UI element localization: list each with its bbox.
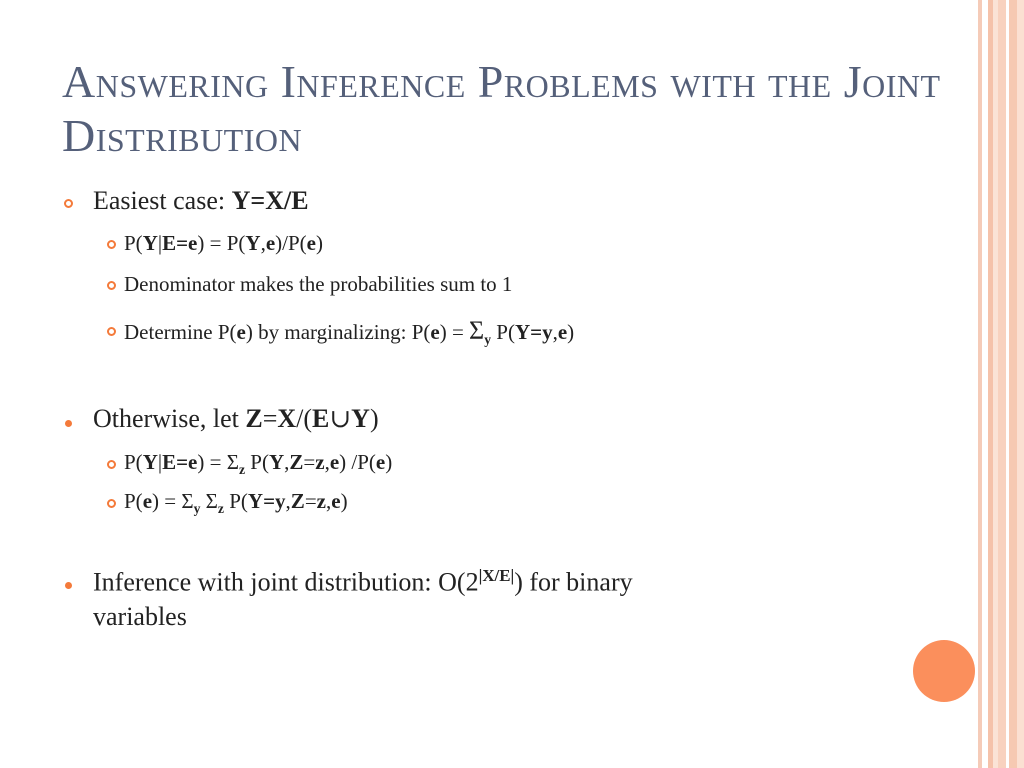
- sub-bullet-marker-icon: [107, 499, 116, 508]
- decorative-stripes: [978, 0, 1024, 768]
- bullet-marker-icon: [65, 420, 72, 427]
- bullet-inference-joint-cont: variables: [93, 602, 187, 631]
- bullet-otherwise: Otherwise, let Z=X/(E∪Y): [93, 404, 379, 433]
- sub-bullet-pe: $P(e) = \Sigma_y$ $\Sigma_z$ P(Y=y,Z=z,e): [124, 489, 348, 517]
- bullet-easiest-case: Easiest case: Y=X/E: [93, 186, 309, 215]
- sub-bullet-conditional: P(Y|E=e) = P(Y,e)/P(e): [124, 231, 323, 255]
- sub-bullet-conditional-z: $P(Y|E=e) = \Sigma_z$ P(Y,Z=z,e) /P(e): [124, 450, 393, 478]
- slide-title: Answering Inference Problems with the Joint Distribution: [62, 56, 941, 161]
- sub-bullet-denominator: Denominator makes the probabilities sum to 1: [124, 272, 513, 296]
- bullet-marker-icon: [65, 582, 72, 589]
- bullet-marker-icon: [64, 199, 73, 208]
- sub-bullet-marker-icon: [107, 460, 116, 469]
- sub-bullet-marker-icon: [107, 240, 116, 249]
- bullet-inference-joint: Inference with joint distribution: $O(2^{|X/E|})$ for binary: [93, 566, 633, 597]
- sub-bullet-marker-icon: [107, 327, 116, 336]
- decorative-circle: [913, 640, 975, 702]
- sub-bullet-marker-icon: [107, 281, 116, 290]
- sub-bullet-marginalizing: Determine P(e) by marginalizing: $P(e) = \Sigma_y$ P(Y=y,e): [124, 316, 575, 348]
